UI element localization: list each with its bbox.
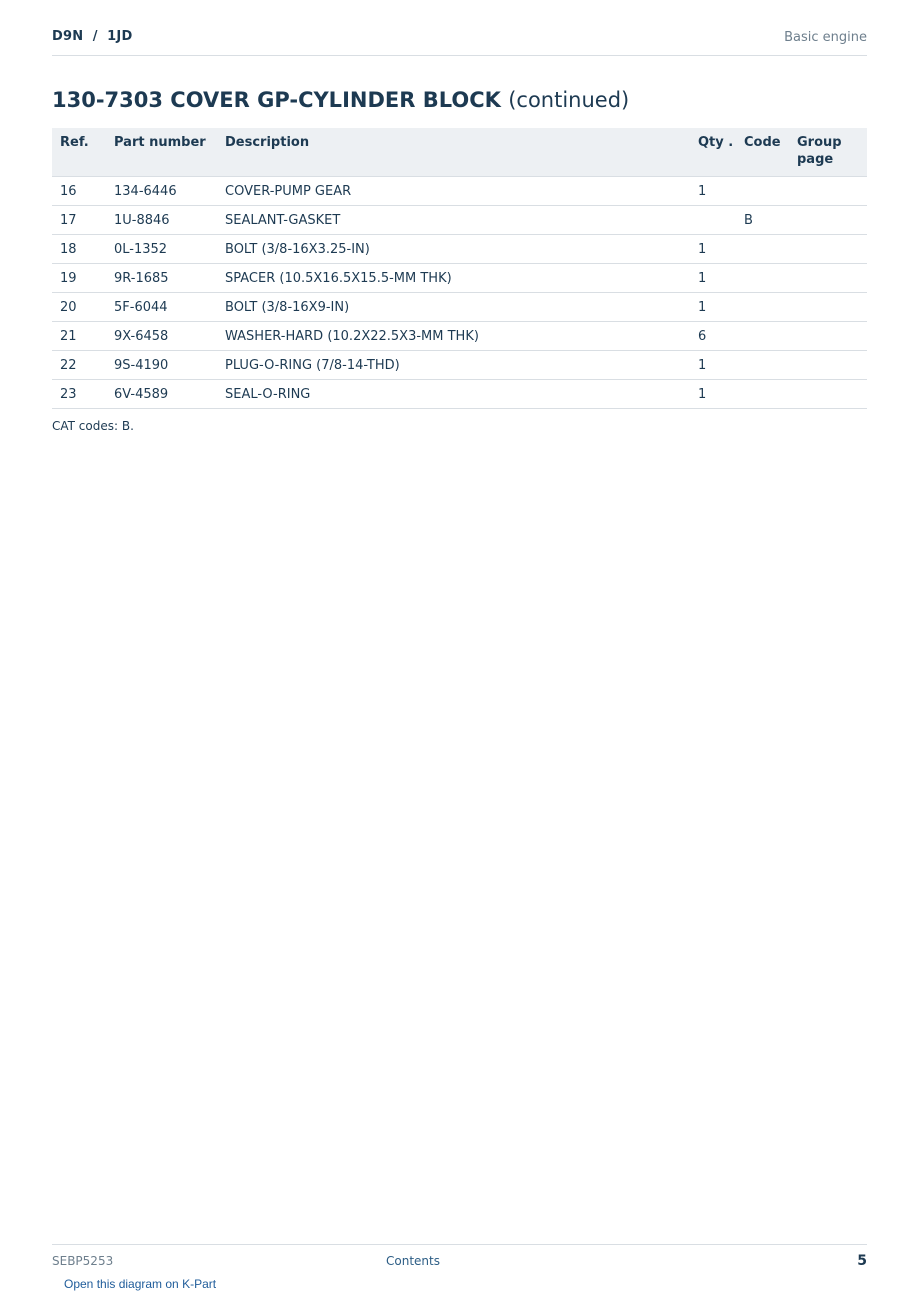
cell-part-number: 9R-1685 [106,264,217,293]
cell-group-page [789,322,867,351]
cell-ref: 18 [52,235,106,264]
section-name: Basic engine [784,30,867,45]
cell-code [736,177,789,206]
cell-description: SEALANT-GASKET [217,206,690,235]
cell-description: SEAL-O-RING [217,380,690,409]
cell-qty: 1 [690,235,736,264]
table-row [52,235,867,264]
cell-group-page [789,235,867,264]
page-title-suffix: (continued) [508,88,630,112]
cell-description: BOLT (3/8-16X3.25-IN) [217,235,690,264]
cell-group-page [789,177,867,206]
column-header-qty: Qty . [690,128,736,177]
cell-part-number: 5F-6044 [106,293,217,322]
cell-group-page [789,351,867,380]
cell-description: COVER-PUMP GEAR [217,177,690,206]
cell-description: PLUG-O-RING (7/8-14-THD) [217,351,690,380]
cell-group-page [789,206,867,235]
cell-ref: 22 [52,351,106,380]
document-id: SEBP5253 [52,1254,114,1268]
cat-codes-note: CAT codes: B. [52,419,134,433]
cell-qty [690,206,736,235]
page-title [52,88,629,112]
column-header-part-number: Part number [106,128,217,177]
table-row [52,177,867,206]
cell-ref: 17 [52,206,106,235]
cell-qty: 1 [690,351,736,380]
table-row [52,380,867,409]
cell-ref: 23 [52,380,106,409]
cell-description: WASHER-HARD (10.2X22.5X3-MM THK) [217,322,690,351]
table-header-row [52,128,867,177]
table-row [52,206,867,235]
page-title-main: 130-7303 COVER GP-CYLINDER BLOCK [52,88,501,112]
cell-qty: 1 [690,380,736,409]
page-footer [52,1244,867,1295]
cell-code [736,322,789,351]
cell-part-number: 1U-8846 [106,206,217,235]
cell-qty: 1 [690,177,736,206]
table-row [52,322,867,351]
cell-code [736,264,789,293]
cell-part-number: 134-6446 [106,177,217,206]
cell-code: B [736,206,789,235]
column-header-group-page: Group page [789,128,867,177]
page-header [52,28,867,56]
table-row [52,351,867,380]
cell-code [736,235,789,264]
cell-part-number: 6V-4589 [106,380,217,409]
cell-description: SPACER (10.5X16.5X15.5-MM THK) [217,264,690,293]
breadcrumb: D9N / 1JD [52,29,133,44]
cell-code [736,293,789,322]
column-header-code: Code [736,128,789,177]
parts-table [52,128,867,409]
contents-link[interactable]: Contents [386,1254,440,1268]
cell-qty: 1 [690,264,736,293]
cell-group-page [789,264,867,293]
page-number: 5 [857,1253,867,1269]
column-header-ref: Ref. [52,128,106,177]
cell-part-number: 9S-4190 [106,351,217,380]
cell-group-page [789,293,867,322]
cell-ref: 20 [52,293,106,322]
open-kpart-link[interactable]: Open this diagram on K-Part [64,1277,217,1291]
cell-ref: 19 [52,264,106,293]
cell-ref: 21 [52,322,106,351]
cell-qty: 6 [690,322,736,351]
table-row [52,293,867,322]
cell-qty: 1 [690,293,736,322]
cell-code [736,351,789,380]
cell-part-number: 9X-6458 [106,322,217,351]
table-row [52,264,867,293]
cell-group-page [789,380,867,409]
cell-description: BOLT (3/8-16X9-IN) [217,293,690,322]
cell-code [736,380,789,409]
cell-ref: 16 [52,177,106,206]
cell-part-number: 0L-1352 [106,235,217,264]
column-header-description: Description [217,128,690,177]
